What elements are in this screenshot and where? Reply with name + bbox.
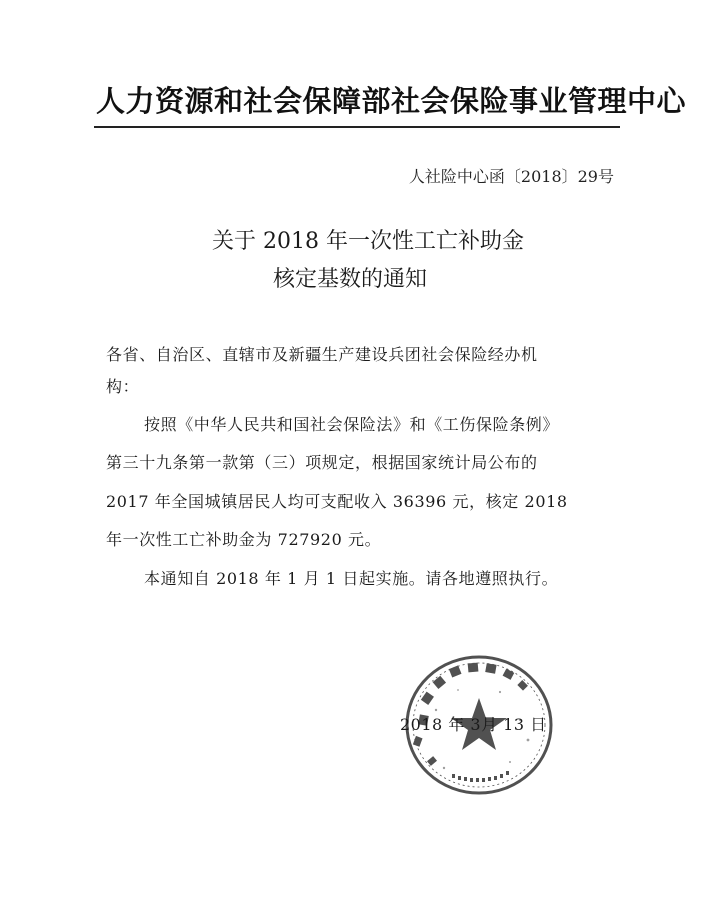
salutation-line-1: 各省、自治区、直辖市及新疆生产建设兵团社会保险经办机 xyxy=(106,345,538,364)
issuing-organization: 人力资源和社会保障部社会保险事业管理中心 xyxy=(96,84,687,118)
paragraph-1-line-3: 2017 年全国城镇居民人均可支配收入 36396 元，核定 2018 xyxy=(106,492,568,511)
paragraph-2: 本通知自 2018 年 1 月 1 日起实施。请各地遵照执行。 xyxy=(144,569,559,588)
document-title-line-1: 关于 2018 年一次性工亡补助金 xyxy=(212,229,524,254)
salutation-line-2: 构： xyxy=(106,377,140,396)
paragraph-1-line-4: 年一次性工亡补助金为 727920 元。 xyxy=(106,530,382,549)
header-divider xyxy=(94,126,620,128)
paragraph-1-line-1: 按照《中华人民共和国社会保险法》和《工伤保险条例》 xyxy=(144,415,560,434)
document-date: 2018 年 3月 13 日 xyxy=(400,715,547,734)
paragraph-1-line-2: 第三十九条第一款第（三）项规定，根据国家统计局公布的 xyxy=(106,453,538,472)
document-number: 人社险中心函〔2018〕29号 xyxy=(408,167,614,186)
document-title-line-2: 核定基数的通知 xyxy=(272,267,427,292)
